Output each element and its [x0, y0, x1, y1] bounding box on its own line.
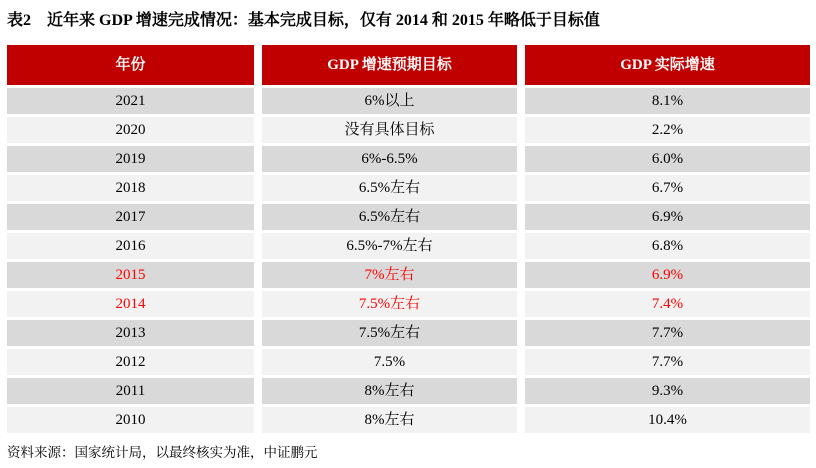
target-cell: 7.5%左右: [262, 320, 517, 346]
target-cell: 7.5%左右: [262, 291, 517, 317]
col-header-year: 年份: [7, 45, 254, 85]
actual-cell: 7.7%: [525, 349, 810, 375]
year-cell: 2010: [7, 407, 254, 433]
year-cell: 2013: [7, 320, 254, 346]
year-cell: 2019: [7, 146, 254, 172]
target-cell: 6%以上: [262, 88, 517, 114]
table-caption: 表2 近年来 GDP 增速完成情况：基本完成目标，仅有 2014 和 2015 年略低于目标值: [7, 12, 600, 29]
table-row: [7, 262, 810, 288]
year-cell: 2020: [7, 117, 254, 143]
actual-cell: 6.0%: [525, 146, 810, 172]
target-cell: 6.5%-7%左右: [262, 233, 517, 259]
actual-cell: 8.1%: [525, 88, 810, 114]
table-row: [7, 320, 810, 346]
actual-cell: 7.4%: [525, 291, 810, 317]
table-row: [7, 204, 810, 230]
table-header-row: [7, 45, 810, 85]
gdp-table: [7, 45, 810, 433]
year-cell: 2014: [7, 291, 254, 317]
table-row: [7, 407, 810, 433]
target-cell: 7%左右: [262, 262, 517, 288]
table-row: [7, 233, 810, 259]
col-header-actual: GDP 实际增速: [525, 45, 810, 85]
table-row: [7, 88, 810, 114]
table-row: [7, 146, 810, 172]
target-cell: 7.5%: [262, 349, 517, 375]
year-cell: 2016: [7, 233, 254, 259]
actual-cell: 2.2%: [525, 117, 810, 143]
actual-cell: 9.3%: [525, 378, 810, 404]
actual-cell: 6.7%: [525, 175, 810, 201]
table-row: [7, 175, 810, 201]
table-row: [7, 378, 810, 404]
target-cell: 没有具体目标: [262, 117, 517, 143]
actual-cell: 7.7%: [525, 320, 810, 346]
table-row: [7, 291, 810, 317]
year-cell: 2021: [7, 88, 254, 114]
source-note: 资料来源：国家统计局，以最终核实为准，中证鹏元: [7, 445, 318, 460]
table-row: [7, 349, 810, 375]
actual-cell: 10.4%: [525, 407, 810, 433]
target-cell: 6.5%左右: [262, 204, 517, 230]
year-cell: 2015: [7, 262, 254, 288]
table-row: [7, 117, 810, 143]
col-header-target: GDP 增速预期目标: [262, 45, 517, 85]
year-cell: 2017: [7, 204, 254, 230]
actual-cell: 6.9%: [525, 204, 810, 230]
target-cell: 6%-6.5%: [262, 146, 517, 172]
year-cell: 2018: [7, 175, 254, 201]
target-cell: 8%左右: [262, 407, 517, 433]
table-body: [7, 88, 810, 433]
actual-cell: 6.9%: [525, 262, 810, 288]
year-cell: 2011: [7, 378, 254, 404]
target-cell: 8%左右: [262, 378, 517, 404]
year-cell: 2012: [7, 349, 254, 375]
target-cell: 6.5%左右: [262, 175, 517, 201]
actual-cell: 6.8%: [525, 233, 810, 259]
